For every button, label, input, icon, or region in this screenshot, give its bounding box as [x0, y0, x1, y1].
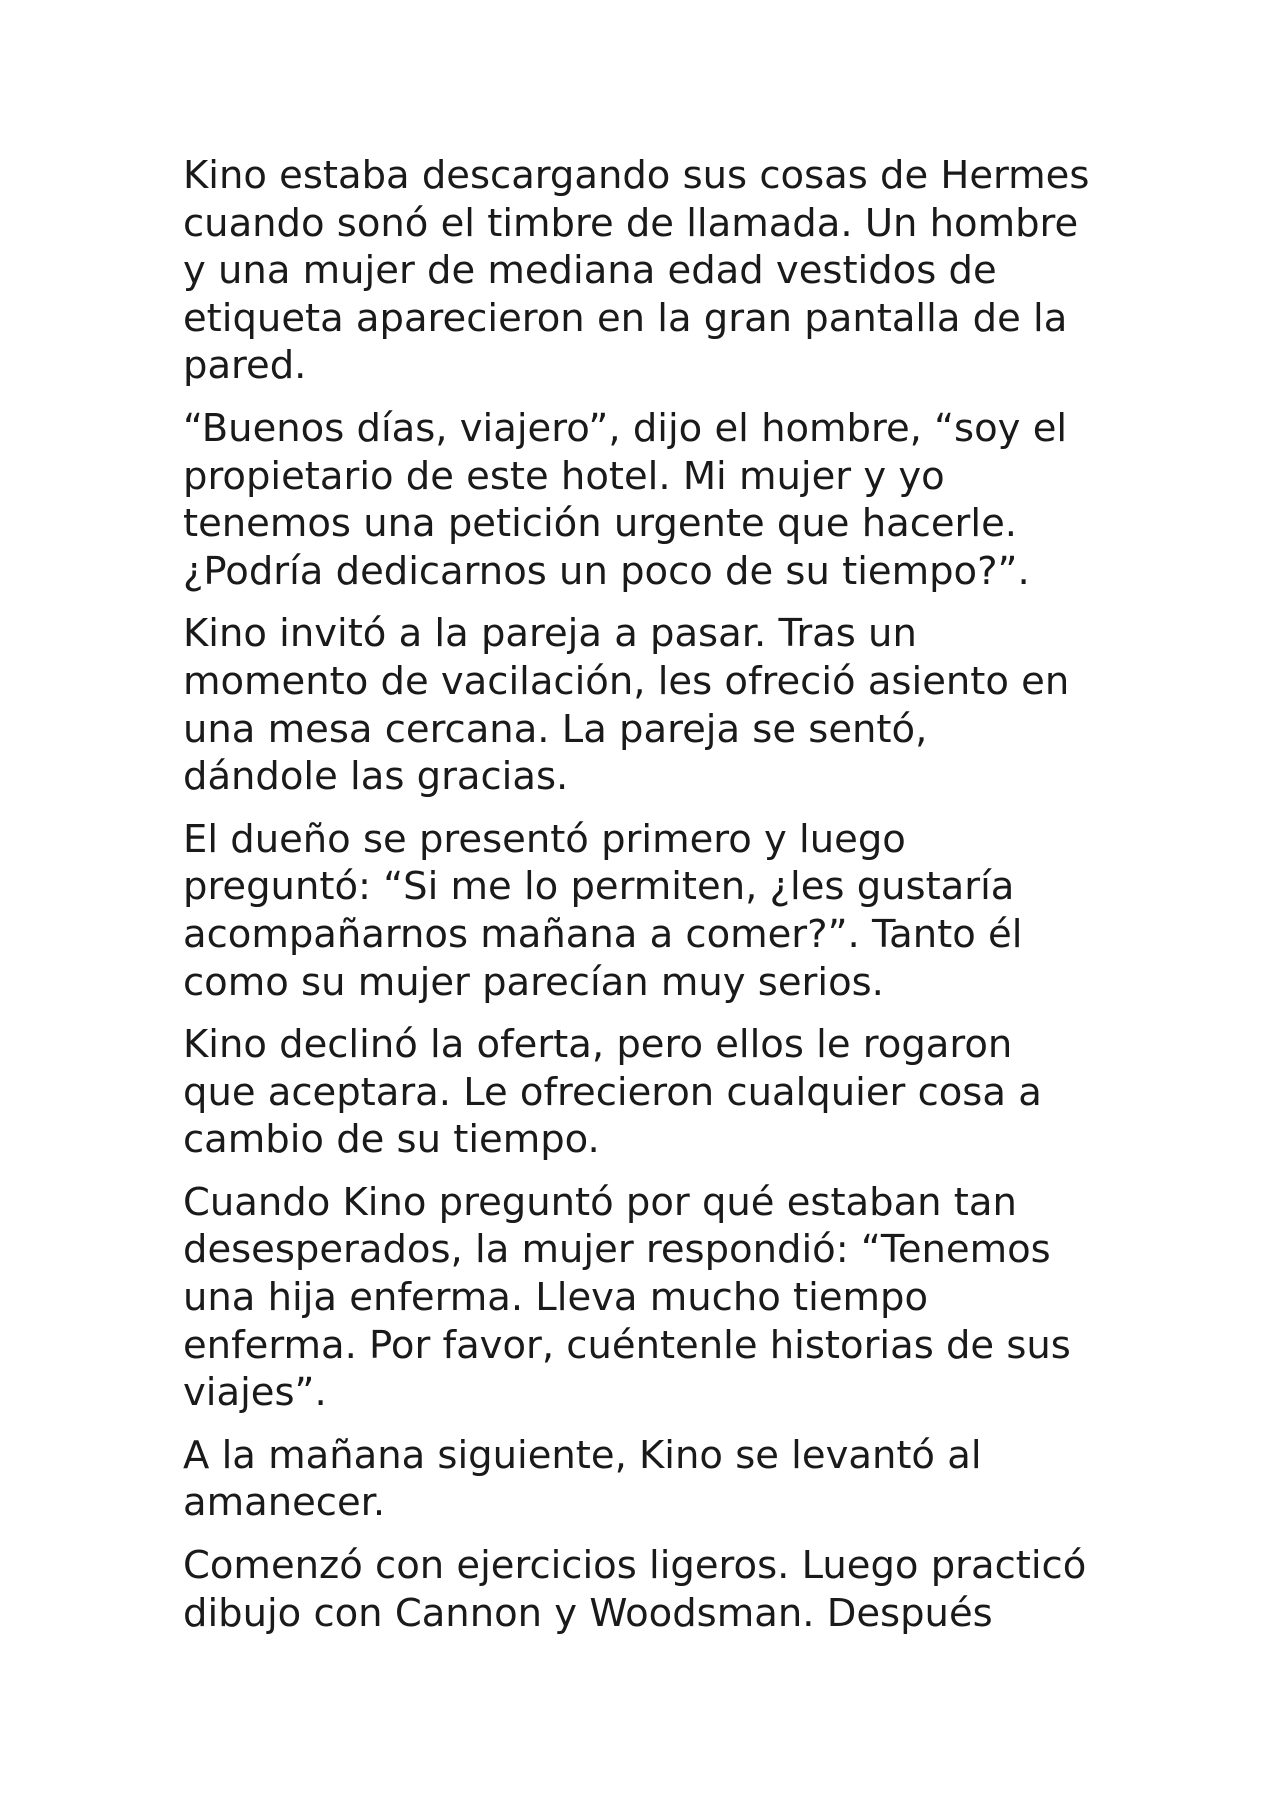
text-line: Kino declinó la oferta, pero ellos le rogaron — [183, 1022, 1013, 1068]
text-line: amanecer. — [183, 1480, 386, 1526]
text-line: Comenzó con ejercicios ligeros. Luego practicó — [183, 1543, 1087, 1589]
text-line: A la mañana siguiente, Kino se levantó al — [183, 1432, 982, 1478]
paragraph-2 — [183, 405, 1133, 595]
text-line: acompañarnos mañana a comer?”. Tanto él — [183, 911, 1023, 957]
text-line: dándole las gracias. — [183, 754, 569, 800]
paragraph-4 — [183, 816, 1133, 1006]
text-line: como su mujer parecían muy serios. — [183, 959, 884, 1005]
text-line: dibujo con Cannon y Woodsman. Después — [183, 1590, 993, 1636]
text-line: cuando sonó el timbre de llamada. Un hombre — [183, 200, 1079, 246]
text-line: que aceptara. Le ofrecieron cualquier cosa a — [183, 1069, 1042, 1115]
text-line: “Buenos días, viajero”, dijo el hombre, “soy el — [183, 405, 1068, 451]
paragraph-3 — [183, 610, 1133, 800]
text-line: momento de vacilación, les ofreció asiento en — [183, 658, 1070, 704]
text-line: pared. — [183, 343, 307, 389]
body-text — [183, 152, 1133, 1652]
text-line: desesperados, la mujer respondió: “Tenemos — [183, 1227, 1051, 1273]
paragraph-8 — [183, 1542, 1133, 1637]
paragraph-6 — [183, 1179, 1133, 1417]
text-line: Kino invitó a la pareja a pasar. Tras un — [183, 611, 917, 657]
text-line: preguntó: “Si me lo permiten, ¿les gustaría — [183, 864, 1015, 910]
text-line: Cuando Kino preguntó por qué estaban tan — [183, 1179, 1017, 1225]
paragraph-5 — [183, 1021, 1133, 1164]
text-line: enferma. Por favor, cuéntenle historias de sus — [183, 1322, 1071, 1368]
text-line: etiqueta aparecieron en la gran pantalla de la — [183, 295, 1068, 341]
text-line: una hija enferma. Lleva mucho tiempo — [183, 1275, 928, 1321]
text-line: una mesa cercana. La pareja se sentó, — [183, 706, 928, 752]
text-line: ¿Podría dedicarnos un poco de su tiempo?”. — [183, 548, 1030, 594]
text-line: Kino estaba descargando sus cosas de Hermes — [183, 153, 1090, 198]
text-line: tenemos una petición urgente que hacerle. — [183, 501, 1017, 547]
text-line: viajes”. — [183, 1370, 327, 1416]
text-line: cambio de su tiempo. — [183, 1117, 600, 1163]
text-line: propietario de este hotel. Mi mujer y yo — [183, 453, 945, 499]
paragraph-1 — [183, 152, 1133, 390]
text-line: El dueño se presentó primero y luego — [183, 816, 906, 862]
text-line: y una mujer de mediana edad vestidos de — [183, 248, 997, 294]
paragraph-7 — [183, 1432, 1133, 1527]
